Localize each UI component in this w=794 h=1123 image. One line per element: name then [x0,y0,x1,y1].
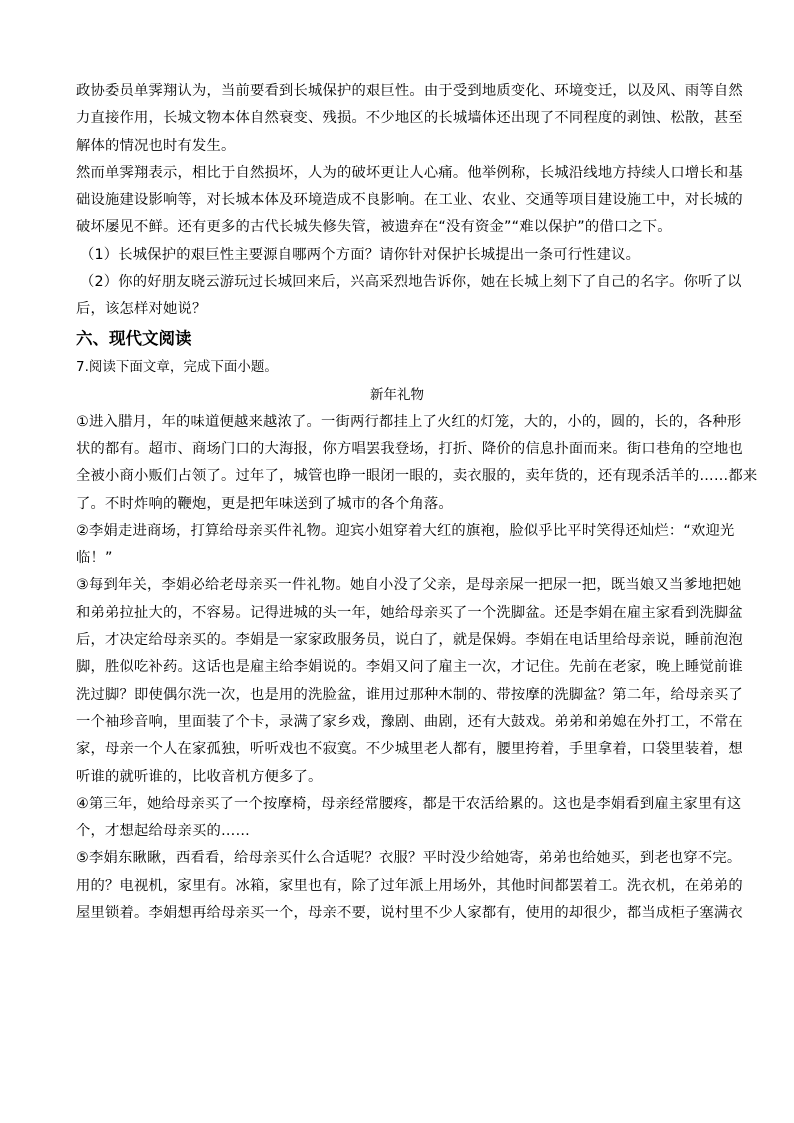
article-line: 临！” [76,550,113,567]
document-page [76,78,758,927]
article-line: 屋里锁着。李娟想再给母亲买一个，母亲不要，说村里不少人家都有，使用的却很少，都当成柜子塞满衣 [76,905,743,922]
question-2 [76,269,742,324]
article-line: 一个袖珍音响，里面装了个卡，录满了家乡戏，豫剧、曲剧，还有大鼓戏。弟弟和弟媳在外打工，不常在 [76,713,743,730]
question-line: （2）你的好朋友晓云游玩过长城回来后，兴高采烈地告诉你，她在长城上刻下了自己的名字。你听了以 [80,274,742,291]
passage-paragraph-1 [76,78,743,160]
article-line: ④第三年，她给母亲买了一个按摩椅，母亲经常腰疼，都是干农活给累的。这也是李娟看到雇主家里有这 [76,795,742,812]
article-line: ⑤李娟东瞅瞅，西看看，给母亲买什么合适呢？衣服？平时没少给她寄，弟弟也给她买，到老也穿不完。 [76,850,742,867]
text-line: 力直接作用，长城文物本体自然衰变、残损。不少地区的长城墙体还出现了不同程度的剥蚀、松散，甚至 [76,110,743,127]
article-line: 后，才决定给母亲买的。李娟是一家家政服务员，说白了，就是保姆。李娟在电话里给母亲说，睡前泡泡 [76,632,743,649]
article-line: 和弟弟拉扯大的，不容易。记得进城的头一年，她给母亲买了一个洗脚盆。还是李娟在雇主家看到洗脚盆 [76,604,743,621]
text-line: 破坏屡见不鲜。还有更多的古代长城失修失管，被遗弃在“没有资金”“难以保护”的借口之下。 [76,219,672,236]
text-line: 政协委员单霁翔认为，当前要看到长城保护的艰巨性。由于受到地质变化、环境变迁，以及风、雨等自然 [76,83,743,99]
article-line: 用的？电视机，家里有。冰箱，家里也有，除了过年派上用场外，其他时间都罢着工。洗衣机，在弟弟的 [76,877,743,894]
article-line: 听谁的就听谁的，比收音机方便多了。 [76,768,323,785]
article-line: 洗过脚？即使偶尔洗一次，也是用的洗脸盆，谁用过那种木制的、带按摩的洗脚盆？第二年，给母亲买了 [76,686,743,703]
section-heading: 六、现代文阅读 [76,328,192,348]
question-line: 后，该怎样对她说？ [76,301,207,318]
passage-paragraph-2 [76,160,743,242]
article-body [76,409,758,928]
article-line: 状的都有。超市、商场门口的大海报，你方唱罢我登场，打折、降价的信息扑面而来。街口巷角的空地也 [76,440,743,457]
question-1 [76,242,718,269]
question-instruction: 7.阅读下面文章，完成下面小题。 [76,358,278,375]
question-line: （1）长城保护的艰巨性主要源自哪两个方面？请你针对保护长城提出一条可行性建议。 [80,246,641,263]
article-line: 个，才想起给母亲买的…… [76,823,250,840]
article-line: 脚，胜似吃补药。这话也是雇主给李娟说的。李娟又问了雇主一次，才记住。先前在老家，晚上睡觉前谁 [76,659,743,676]
text-line: 础设施建设影响等，对长城本体及环境造成不良影响。在工业、农业、交通等项目建设施工中，对长城的 [76,192,743,209]
article-title: 新年礼物 [370,386,424,403]
article-line: ③每到年关，李娟必给老母亲买一件礼物。她自小没了父亲，是母亲屎一把尿一把，既当娘又当爹地把她 [76,577,742,594]
article-line: 全被小商小贩们占领了。过年了，城管也睁一眼闭一眼的，卖衣服的，卖年货的，还有现杀活羊的……都来 [76,468,758,485]
article-line: ②李娟走进商场，打算给母亲买件礼物。迎宾小姐穿着大红的旗袍，脸似乎比平时笑得还灿烂：“欢迎光 [76,522,735,539]
text-line: 然而单霁翔表示，相比于自然损坏，人为的破坏更让人心痛。他举例称，长城沿线地方持续人口增长和基 [76,164,743,181]
text-line: 解体的情况也时有发生。 [76,137,236,154]
article-line: ①进入腊月，年的味道便越来越浓了。一街两行都挂上了火红的灯笼，大的，小的，圆的，长的，各种形 [76,413,742,430]
article-line: 了。不时炸响的鞭炮，更是把年味送到了城市的各个角落。 [76,495,453,512]
article-line: 家，母亲一个人在家孤独，听听戏也不寂寞。不少城里老人都有，腰里挎着，手里拿着，口袋里装着，想 [76,741,743,758]
